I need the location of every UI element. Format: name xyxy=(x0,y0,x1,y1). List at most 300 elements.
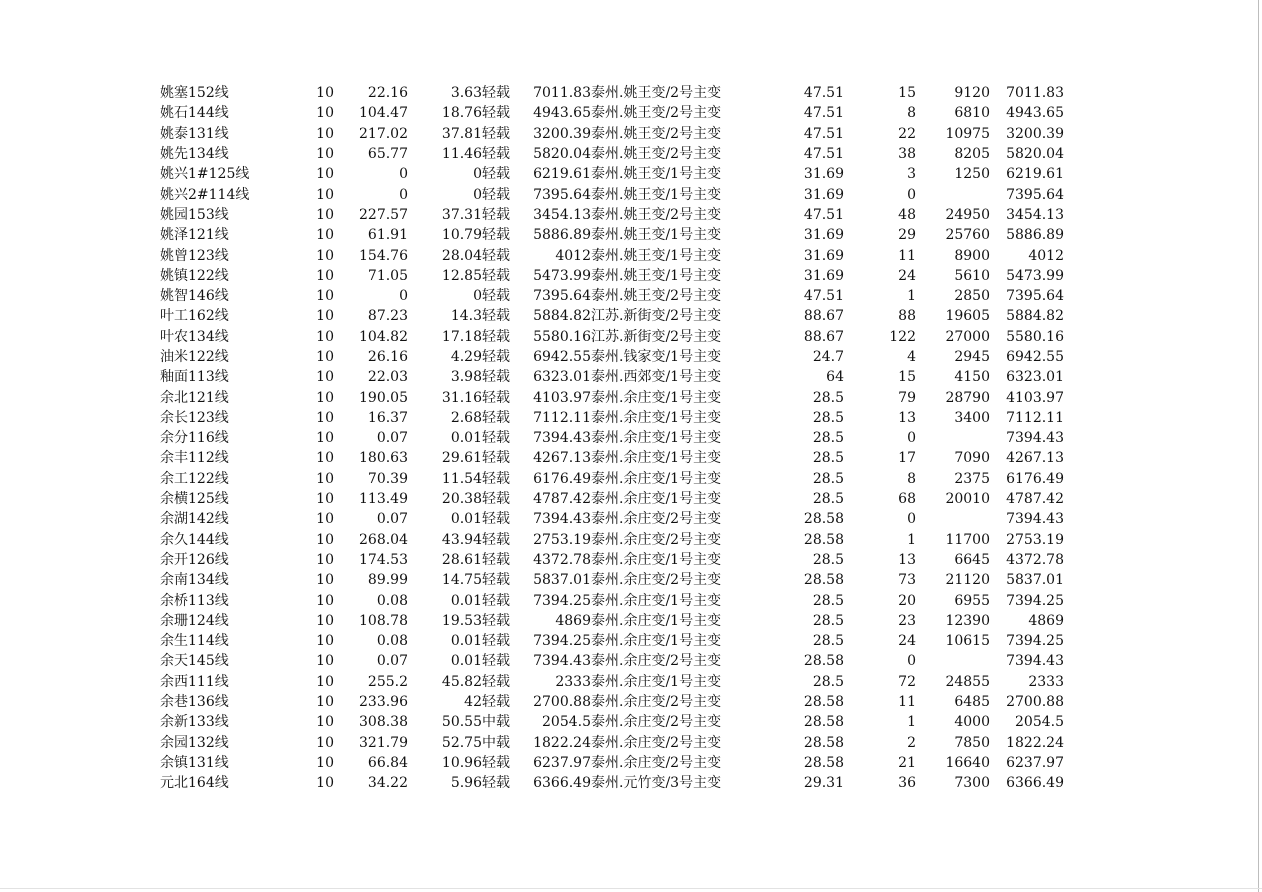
current-cell: 65.77 xyxy=(367,146,408,163)
load-rate-cell: 50.55 xyxy=(441,714,482,731)
table-row xyxy=(160,773,1064,793)
table-row xyxy=(160,184,1064,204)
user-count-cell: 68 xyxy=(898,491,916,508)
transformer-load-cell: 28.5 xyxy=(812,430,844,447)
page-edge-bottom xyxy=(0,888,1262,889)
load-status-cell: 轻载 xyxy=(482,633,510,650)
voltage-cell: 10 xyxy=(316,288,334,305)
user-count-cell: 72 xyxy=(898,673,916,690)
transformer-load-cell: 47.51 xyxy=(803,146,844,163)
load-rate-cell: 17.18 xyxy=(441,328,482,345)
substation-transformer-cell: 泰州.余庄变/1号主变 xyxy=(591,450,722,467)
transformer-load-cell: 28.58 xyxy=(803,531,844,548)
substation-transformer-cell: 泰州.姚王变/2号主变 xyxy=(591,85,722,102)
available-capacity-cell: 6323.01 xyxy=(1006,369,1064,386)
total-capacity-cell: 4150 xyxy=(954,369,990,386)
total-capacity-cell: 4000 xyxy=(954,714,990,731)
substation-transformer-cell: 泰州.余庄变/2号主变 xyxy=(591,694,722,711)
voltage-cell: 10 xyxy=(316,775,334,792)
user-count-cell: 1 xyxy=(907,531,916,548)
line-name-cell: 叶农134线 xyxy=(160,328,229,345)
load-status-cell: 轻载 xyxy=(482,369,510,386)
user-count-cell: 0 xyxy=(907,186,916,203)
available-capacity-cell: 4012 xyxy=(1028,247,1064,264)
table-row xyxy=(160,712,1064,732)
table-row xyxy=(160,733,1064,753)
table-row xyxy=(160,469,1064,489)
load-rate-cell: 0.01 xyxy=(450,430,482,447)
transformer-load-cell: 29.31 xyxy=(803,775,844,792)
voltage-cell: 10 xyxy=(316,470,334,487)
load-status-cell: 中载 xyxy=(482,714,510,731)
available-capacity-cell: 7011.83 xyxy=(1006,85,1064,102)
substation-transformer-cell: 泰州.余庄变/2号主变 xyxy=(591,653,722,670)
voltage-cell: 10 xyxy=(316,369,334,386)
line-name-cell: 叶工162线 xyxy=(160,308,229,325)
current-cell: 0 xyxy=(399,288,408,305)
load-rate-cell: 29.61 xyxy=(441,450,482,467)
transformer-load-cell: 47.51 xyxy=(803,206,844,223)
load-status-cell: 轻载 xyxy=(482,430,510,447)
substation-transformer-cell: 泰州.余庄变/2号主变 xyxy=(591,714,722,731)
voltage-cell: 10 xyxy=(316,125,334,142)
user-count-cell: 36 xyxy=(898,775,916,792)
total-capacity-cell: 24855 xyxy=(945,673,990,690)
transformer-load-cell: 28.5 xyxy=(812,450,844,467)
voltage-cell: 10 xyxy=(316,227,334,244)
table-row xyxy=(160,124,1064,144)
current-cell: 16.37 xyxy=(367,409,408,426)
transformer-load-cell: 28.5 xyxy=(812,551,844,568)
user-count-cell: 15 xyxy=(898,85,916,102)
available-capacity-cell: 4267.13 xyxy=(1006,450,1064,467)
substation-transformer-cell: 泰州.余庄变/1号主变 xyxy=(591,491,722,508)
line-name-cell: 余横125线 xyxy=(160,491,229,508)
load-status-cell: 轻载 xyxy=(482,389,510,406)
load-rate-cell: 4.29 xyxy=(450,349,482,365)
remaining-capacity-cell: 6219.61 xyxy=(533,166,591,183)
table-row xyxy=(160,692,1064,712)
current-cell: 66.84 xyxy=(367,754,408,771)
current-cell: 0 xyxy=(399,186,408,203)
user-count-cell: 1 xyxy=(907,288,916,305)
transformer-load-cell: 28.58 xyxy=(803,511,844,528)
load-status-cell: 轻载 xyxy=(482,694,510,711)
voltage-cell: 10 xyxy=(316,592,334,609)
remaining-capacity-cell: 5886.89 xyxy=(533,227,591,244)
remaining-capacity-cell: 4943.65 xyxy=(533,105,591,122)
load-rate-cell: 10.96 xyxy=(441,754,482,771)
available-capacity-cell: 4372.78 xyxy=(1006,551,1064,568)
current-cell: 0.08 xyxy=(376,633,408,650)
line-name-cell: 余镇131线 xyxy=(160,754,229,771)
available-capacity-cell: 4869 xyxy=(1028,612,1064,629)
load-status-cell: 轻载 xyxy=(482,85,510,102)
voltage-cell: 10 xyxy=(316,430,334,447)
available-capacity-cell: 4943.65 xyxy=(1006,105,1064,122)
table-row xyxy=(160,448,1064,468)
transformer-load-cell: 31.69 xyxy=(803,267,844,284)
table-row xyxy=(160,367,1064,387)
line-name-cell: 余北121线 xyxy=(160,389,229,406)
user-count-cell: 22 xyxy=(898,125,916,142)
line-name-cell: 姚智146线 xyxy=(160,288,229,305)
remaining-capacity-cell: 2054.5 xyxy=(542,714,591,731)
total-capacity-cell: 19605 xyxy=(945,308,990,325)
total-capacity-cell: 28790 xyxy=(945,389,990,406)
current-cell: 61.91 xyxy=(367,227,408,244)
substation-transformer-cell: 泰州.余庄变/1号主变 xyxy=(591,673,722,690)
remaining-capacity-cell: 7011.83 xyxy=(533,85,591,102)
voltage-cell: 10 xyxy=(316,754,334,771)
substation-transformer-cell: 泰州.余庄变/1号主变 xyxy=(591,470,722,487)
user-count-cell: 79 xyxy=(898,389,916,406)
user-count-cell: 4 xyxy=(907,349,916,365)
line-name-cell: 姚塞152线 xyxy=(160,85,229,102)
load-status-cell: 轻载 xyxy=(482,653,510,670)
load-status-cell: 轻载 xyxy=(482,166,510,183)
remaining-capacity-cell: 1822.24 xyxy=(533,734,591,751)
load-rate-cell: 20.38 xyxy=(441,491,482,508)
voltage-cell: 10 xyxy=(316,146,334,163)
table-row xyxy=(160,428,1064,448)
available-capacity-cell: 6219.61 xyxy=(1006,166,1064,183)
line-name-cell: 元北164线 xyxy=(160,775,229,792)
line-name-cell: 余天145线 xyxy=(160,653,229,670)
transformer-load-cell: 28.5 xyxy=(812,612,844,629)
load-status-cell: 轻载 xyxy=(482,470,510,487)
line-name-cell: 姚石144线 xyxy=(160,105,229,122)
line-name-cell: 釉面113线 xyxy=(160,369,229,386)
remaining-capacity-cell: 4267.13 xyxy=(533,450,591,467)
user-count-cell: 24 xyxy=(898,633,916,650)
line-name-cell: 余西111线 xyxy=(160,673,229,690)
current-cell: 22.16 xyxy=(367,85,408,102)
available-capacity-cell: 7394.43 xyxy=(1006,511,1064,528)
load-status-cell: 轻载 xyxy=(482,349,510,365)
table-row xyxy=(160,489,1064,509)
substation-transformer-cell: 泰州.姚王变/1号主变 xyxy=(591,247,722,264)
voltage-cell: 10 xyxy=(316,389,334,406)
remaining-capacity-cell: 6237.97 xyxy=(533,754,591,771)
load-rate-cell: 18.76 xyxy=(441,105,482,122)
line-name-cell: 余久144线 xyxy=(160,531,229,548)
total-capacity-cell: 24950 xyxy=(945,206,990,223)
remaining-capacity-cell: 6366.49 xyxy=(533,775,591,792)
current-cell: 89.99 xyxy=(367,572,408,589)
total-capacity-cell xyxy=(916,184,990,204)
load-rate-cell: 0.01 xyxy=(450,592,482,609)
current-cell: 0.07 xyxy=(376,430,408,447)
total-capacity-cell: 2945 xyxy=(954,349,990,365)
load-status-cell: 中载 xyxy=(482,734,510,751)
available-capacity-cell: 7394.25 xyxy=(1006,592,1064,609)
remaining-capacity-cell: 4869 xyxy=(555,612,591,629)
voltage-cell: 10 xyxy=(316,105,334,122)
transformer-load-cell: 28.5 xyxy=(812,409,844,426)
table-row xyxy=(160,590,1064,610)
load-rate-cell: 14.3 xyxy=(450,308,482,325)
user-count-cell: 13 xyxy=(898,409,916,426)
transformer-load-cell: 31.69 xyxy=(803,247,844,264)
transformer-load-cell: 28.58 xyxy=(803,754,844,771)
remaining-capacity-cell: 2753.19 xyxy=(533,531,591,548)
line-name-cell: 余南134线 xyxy=(160,572,229,589)
load-rate-cell: 12.85 xyxy=(441,267,482,284)
remaining-capacity-cell: 7394.25 xyxy=(533,633,591,650)
total-capacity-cell: 1250 xyxy=(954,166,990,183)
substation-transformer-cell: 泰州.余庄变/1号主变 xyxy=(591,551,722,568)
table-row xyxy=(160,266,1064,286)
load-status-cell: 轻载 xyxy=(482,308,510,325)
load-rate-cell: 3.63 xyxy=(450,85,482,102)
load-rate-cell: 0.01 xyxy=(450,633,482,650)
table-row xyxy=(160,570,1064,590)
load-status-cell: 轻载 xyxy=(482,267,510,284)
total-capacity-cell xyxy=(916,651,990,671)
voltage-cell: 10 xyxy=(316,308,334,325)
load-status-cell: 轻载 xyxy=(482,186,510,203)
remaining-capacity-cell: 4012 xyxy=(555,247,591,264)
total-capacity-cell: 10615 xyxy=(945,633,990,650)
load-status-cell: 轻载 xyxy=(482,775,510,792)
load-rate-cell: 28.61 xyxy=(441,551,482,568)
table-row xyxy=(160,631,1064,651)
transformer-load-cell: 88.67 xyxy=(803,328,844,345)
load-status-cell: 轻载 xyxy=(482,409,510,426)
total-capacity-cell: 6810 xyxy=(954,105,990,122)
transformer-load-cell: 47.51 xyxy=(803,85,844,102)
voltage-cell: 10 xyxy=(316,409,334,426)
line-name-cell: 余园132线 xyxy=(160,734,229,751)
total-capacity-cell: 2850 xyxy=(954,288,990,305)
table-row xyxy=(160,144,1064,164)
feeder-load-table xyxy=(160,83,1064,793)
voltage-cell: 10 xyxy=(316,572,334,589)
line-name-cell: 余生114线 xyxy=(160,633,229,650)
user-count-cell: 73 xyxy=(898,572,916,589)
load-rate-cell: 28.04 xyxy=(441,247,482,264)
current-cell: 180.63 xyxy=(359,450,408,467)
table-row xyxy=(160,205,1064,225)
current-cell: 255.2 xyxy=(367,673,408,690)
line-name-cell: 姚泰131线 xyxy=(160,125,229,142)
total-capacity-cell: 3400 xyxy=(954,409,990,426)
available-capacity-cell: 7395.64 xyxy=(1006,186,1064,203)
total-capacity-cell: 7090 xyxy=(954,450,990,467)
substation-transformer-cell: 泰州.姚王变/1号主变 xyxy=(591,227,722,244)
load-rate-cell: 37.31 xyxy=(441,206,482,223)
user-count-cell: 122 xyxy=(889,328,916,345)
current-cell: 70.39 xyxy=(367,470,408,487)
substation-transformer-cell: 泰州.余庄变/1号主变 xyxy=(591,430,722,447)
line-name-cell: 姚兴2#114线 xyxy=(160,186,250,203)
transformer-load-cell: 28.58 xyxy=(803,572,844,589)
load-rate-cell: 43.94 xyxy=(441,531,482,548)
current-cell: 0 xyxy=(399,166,408,183)
transformer-load-cell: 28.5 xyxy=(812,673,844,690)
remaining-capacity-cell: 4372.78 xyxy=(533,551,591,568)
transformer-load-cell: 28.58 xyxy=(803,653,844,670)
remaining-capacity-cell: 2333 xyxy=(555,673,591,690)
remaining-capacity-cell: 7394.25 xyxy=(533,592,591,609)
user-count-cell: 3 xyxy=(907,166,916,183)
total-capacity-cell: 21120 xyxy=(945,572,990,589)
transformer-load-cell: 28.5 xyxy=(812,389,844,406)
transformer-load-cell: 28.5 xyxy=(812,470,844,487)
load-rate-cell: 3.98 xyxy=(450,369,482,386)
substation-transformer-cell: 泰州.姚王变/2号主变 xyxy=(591,206,722,223)
line-name-cell: 余开126线 xyxy=(160,551,229,568)
load-rate-cell: 5.96 xyxy=(450,775,482,792)
current-cell: 26.16 xyxy=(367,349,408,365)
load-status-cell: 轻载 xyxy=(482,288,510,305)
available-capacity-cell: 4787.42 xyxy=(1006,491,1064,508)
user-count-cell: 0 xyxy=(907,511,916,528)
transformer-load-cell: 24.7 xyxy=(812,349,844,365)
current-cell: 104.47 xyxy=(359,105,408,122)
load-status-cell: 轻载 xyxy=(482,572,510,589)
available-capacity-cell: 7394.25 xyxy=(1006,633,1064,650)
total-capacity-cell: 27000 xyxy=(945,328,990,345)
substation-transformer-cell: 泰州.姚王变/2号主变 xyxy=(591,146,722,163)
voltage-cell: 10 xyxy=(316,633,334,650)
total-capacity-cell: 16640 xyxy=(945,754,990,771)
substation-transformer-cell: 泰州.姚王变/2号主变 xyxy=(591,288,722,305)
available-capacity-cell: 7394.43 xyxy=(1006,430,1064,447)
line-name-cell: 余工122线 xyxy=(160,470,229,487)
line-name-cell: 余丰112线 xyxy=(160,450,229,467)
table-row xyxy=(160,408,1064,428)
remaining-capacity-cell: 7395.64 xyxy=(533,186,591,203)
user-count-cell: 0 xyxy=(907,430,916,447)
remaining-capacity-cell: 5884.82 xyxy=(533,308,591,325)
current-cell: 108.78 xyxy=(359,612,408,629)
substation-transformer-cell: 泰州.余庄变/2号主变 xyxy=(591,734,722,751)
total-capacity-cell: 7850 xyxy=(954,734,990,751)
load-status-cell: 轻载 xyxy=(482,328,510,345)
load-rate-cell: 0.01 xyxy=(450,511,482,528)
substation-transformer-cell: 江苏.新街变/2号主变 xyxy=(591,328,722,345)
available-capacity-cell: 6176.49 xyxy=(1006,470,1064,487)
transformer-load-cell: 31.69 xyxy=(803,227,844,244)
available-capacity-cell: 6237.97 xyxy=(1006,754,1064,771)
line-name-cell: 姚曾123线 xyxy=(160,247,229,264)
current-cell: 227.57 xyxy=(359,206,408,223)
transformer-load-cell: 28.5 xyxy=(812,491,844,508)
remaining-capacity-cell: 4103.97 xyxy=(533,389,591,406)
voltage-cell: 10 xyxy=(316,531,334,548)
current-cell: 22.03 xyxy=(367,369,408,386)
remaining-capacity-cell: 6942.55 xyxy=(533,349,591,365)
voltage-cell: 10 xyxy=(316,85,334,102)
table-row xyxy=(160,245,1064,265)
current-cell: 190.05 xyxy=(359,389,408,406)
substation-transformer-cell: 泰州.姚王变/2号主变 xyxy=(591,125,722,142)
load-status-cell: 轻载 xyxy=(482,105,510,122)
load-rate-cell: 19.53 xyxy=(441,612,482,629)
remaining-capacity-cell: 2700.88 xyxy=(533,694,591,711)
load-rate-cell: 14.75 xyxy=(441,572,482,589)
line-name-cell: 姚园153线 xyxy=(160,206,229,223)
user-count-cell: 2 xyxy=(907,734,916,751)
transformer-load-cell: 28.58 xyxy=(803,694,844,711)
total-capacity-cell: 20010 xyxy=(945,491,990,508)
load-rate-cell: 11.54 xyxy=(441,470,482,487)
available-capacity-cell: 2753.19 xyxy=(1006,531,1064,548)
substation-transformer-cell: 江苏.新街变/2号主变 xyxy=(591,308,722,325)
load-status-cell: 轻载 xyxy=(482,125,510,142)
user-count-cell: 29 xyxy=(898,227,916,244)
available-capacity-cell: 5886.89 xyxy=(1006,227,1064,244)
substation-transformer-cell: 泰州.钱家变/1号主变 xyxy=(591,349,722,365)
voltage-cell: 10 xyxy=(316,714,334,731)
remaining-capacity-cell: 7112.11 xyxy=(533,409,591,426)
available-capacity-cell: 5820.04 xyxy=(1006,146,1064,163)
current-cell: 308.38 xyxy=(359,714,408,731)
voltage-cell: 10 xyxy=(316,511,334,528)
line-name-cell: 姚泽121线 xyxy=(160,227,229,244)
voltage-cell: 10 xyxy=(316,491,334,508)
transformer-load-cell: 28.58 xyxy=(803,714,844,731)
load-status-cell: 轻载 xyxy=(482,511,510,528)
load-rate-cell: 11.46 xyxy=(441,146,482,163)
load-status-cell: 轻载 xyxy=(482,531,510,548)
table-body xyxy=(160,83,1064,793)
load-rate-cell: 0 xyxy=(473,166,482,183)
load-rate-cell: 0.01 xyxy=(450,653,482,670)
load-status-cell: 轻载 xyxy=(482,206,510,223)
current-cell: 87.23 xyxy=(367,308,408,325)
remaining-capacity-cell: 4787.42 xyxy=(533,491,591,508)
available-capacity-cell: 5580.16 xyxy=(1006,328,1064,345)
available-capacity-cell: 2333 xyxy=(1028,673,1064,690)
load-status-cell: 轻载 xyxy=(482,247,510,264)
load-status-cell: 轻载 xyxy=(482,450,510,467)
available-capacity-cell: 2700.88 xyxy=(1006,694,1064,711)
line-name-cell: 姚兴1#125线 xyxy=(160,166,250,183)
table-row xyxy=(160,83,1064,103)
substation-transformer-cell: 泰州.姚王变/1号主变 xyxy=(591,186,722,203)
transformer-load-cell: 31.69 xyxy=(803,166,844,183)
available-capacity-cell: 5884.82 xyxy=(1006,308,1064,325)
available-capacity-cell: 7394.43 xyxy=(1006,653,1064,670)
table-row xyxy=(160,327,1064,347)
substation-transformer-cell: 泰州.余庄变/1号主变 xyxy=(591,633,722,650)
total-capacity-cell: 9120 xyxy=(954,85,990,102)
substation-transformer-cell: 泰州.姚王变/2号主变 xyxy=(591,105,722,122)
load-rate-cell: 0 xyxy=(473,288,482,305)
load-status-cell: 轻载 xyxy=(482,146,510,163)
substation-transformer-cell: 泰州.余庄变/1号主变 xyxy=(591,409,722,426)
available-capacity-cell: 3200.39 xyxy=(1006,125,1064,142)
table-row xyxy=(160,651,1064,671)
table-row xyxy=(160,286,1064,306)
remaining-capacity-cell: 7394.43 xyxy=(533,430,591,447)
transformer-load-cell: 88.67 xyxy=(803,308,844,325)
substation-transformer-cell: 泰州.姚王变/1号主变 xyxy=(591,166,722,183)
user-count-cell: 23 xyxy=(898,612,916,629)
total-capacity-cell: 2375 xyxy=(954,470,990,487)
current-cell: 104.82 xyxy=(359,328,408,345)
load-status-cell: 轻载 xyxy=(482,491,510,508)
load-rate-cell: 2.68 xyxy=(450,409,482,426)
substation-transformer-cell: 泰州.姚王变/1号主变 xyxy=(591,267,722,284)
line-name-cell: 余长123线 xyxy=(160,409,229,426)
table-row xyxy=(160,347,1064,367)
total-capacity-cell: 8900 xyxy=(954,247,990,264)
transformer-load-cell: 47.51 xyxy=(803,125,844,142)
